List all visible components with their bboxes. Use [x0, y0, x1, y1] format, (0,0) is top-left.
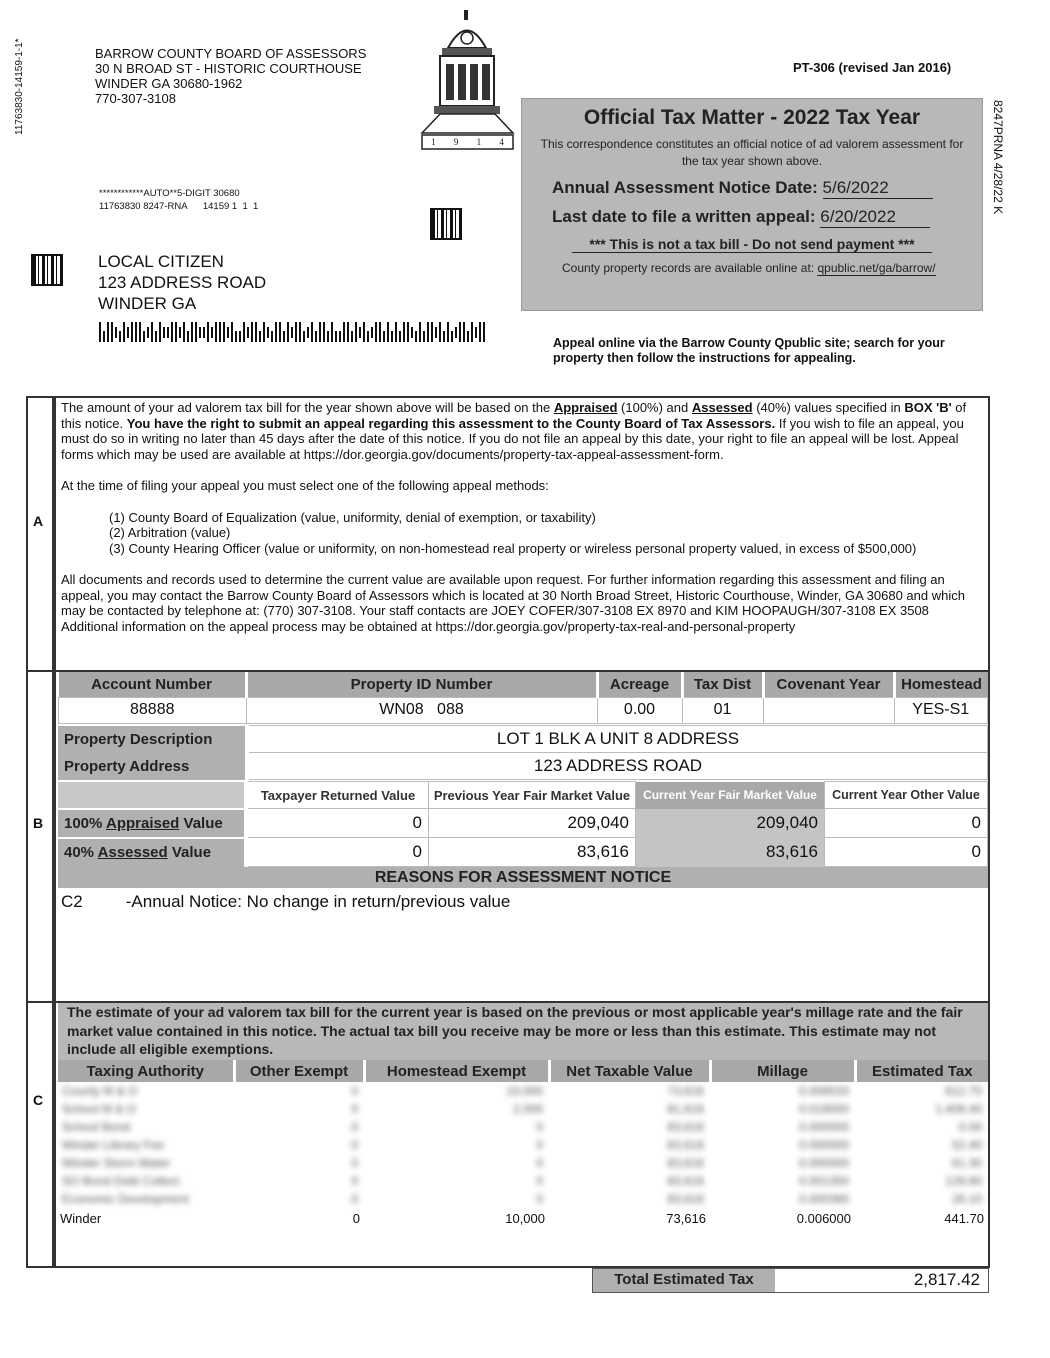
appeal-methods-list [109, 510, 985, 557]
table-cell: 1,409.40 [935, 1102, 982, 1116]
property-description: LOT 1 BLK A UNIT 8 ADDRESS [247, 726, 988, 753]
appeal-method: (1) County Board of Equalization (value, uniformity, denial of exemption, or taxability) [109, 509, 596, 525]
mail-code-line-2: 11763830 8247-RNA 14159 1 1 1 [99, 201, 259, 212]
table-cell: 0.018000 [798, 1102, 849, 1116]
records-label: County property records are available online at: [562, 261, 815, 275]
homestead: YES-S1 [894, 697, 988, 723]
value-col-header: Previous Year Fair Market Value [429, 782, 636, 809]
value-col-header: Current Year Fair Market Value [636, 782, 825, 809]
table-cell: 0.000380 [798, 1192, 849, 1206]
mail-code-line-1: ************AUTO**5-DIGIT 30680 [99, 188, 240, 199]
table-cell: 83,616 [667, 1192, 704, 1206]
appeal-method: (2) Arbitration (value) [109, 525, 231, 540]
net-taxable-value: 73,616 [666, 1210, 706, 1226]
table-cell: 0 [351, 1084, 358, 1098]
reason-text: -Annual Notice: No change in return/previous value [125, 892, 511, 911]
assessor-line-4: 770-307-3108 [95, 91, 176, 106]
col-header: Net Taxable Value [549, 1060, 710, 1082]
col-header: Homestead [894, 672, 988, 697]
courthouse-icon [420, 8, 515, 153]
covenant-year [763, 697, 894, 723]
assessed-previous-value: 83,616 [429, 838, 636, 867]
table-cell: 0.00 [958, 1120, 982, 1134]
table-cell: School Bond [62, 1120, 131, 1134]
table-cell: 0 [351, 1120, 358, 1134]
reason-code: C2 [61, 892, 83, 911]
table-row [58, 1154, 988, 1172]
acreage: 0.00 [597, 697, 682, 723]
estimate-intro: The estimate of your ad valorem tax bill for the current year is based on the previous or most applicable year's millage rate and the fair market value contained in this notice. The actual tax bill you receive may be more or less than this estimate. This estimate may not include all eligible exemptions. [58, 1003, 988, 1061]
postal-barcode [99, 322, 485, 342]
property-address: 123 ADDRESS ROAD [247, 753, 988, 780]
section-a-paragraph-3: All documents and records used to determine the current value are available upon request. For further information regarding this assessment and filing an appeal, you may contact the Barrow County Board of Assessors which is located at 30 North Broad Street, Historic Courthouse, Winder, GA 30680 and which may be contacted by telephone at: (770) 307-3108. Your staff contacts are JOEY COFER/307-3108 EX 8970 and KIM HOOPAUGH/307-3108 EX 3508 [61, 572, 965, 618]
estimated-tax: 441.70 [944, 1210, 984, 1226]
table-cell: 73,616 [667, 1084, 704, 1098]
other-exempt: 0 [352, 1210, 360, 1226]
table-cell: 0 [536, 1174, 543, 1188]
table-cell: 0 [351, 1102, 358, 1116]
not-a-bill-notice: *** This is not a tax bill - Do not send payment *** [572, 236, 932, 253]
table-cell: 0 [351, 1192, 358, 1206]
section-a-letter: A [33, 513, 44, 529]
millage: 0.006000 [796, 1210, 851, 1226]
table-row [58, 1136, 988, 1154]
form-id: PT-306 (revised Jan 2016) [793, 60, 952, 75]
assessor-line-3: WINDER GA 30680-1962 [95, 76, 243, 91]
section-a-paragraph-1: The amount of your ad valorem tax bill for the year shown above will be based on the Appraised (100%) and Assessed (40%) values specified in BOX 'B' of this notice. You have the right to submit an appeal regarding this assessment to the County Board of Tax Assessors. If you wish to file an appeal, you must do so in writing no later than 45 days after the date of this notice. If you do not file an appeal by this date, your right to file an appeal will be lost. Appeal forms which may be used are available at https://dor.georgia.gov/documents/property-tax-appeal-assessment-form. [61, 400, 967, 462]
table-cell: 0 [351, 1138, 358, 1152]
tax-dist: 01 [682, 697, 763, 723]
table-cell: 612.70 [945, 1084, 982, 1098]
tax-year: 2022 Tax Year [783, 106, 921, 129]
table-row [58, 1172, 988, 1190]
table-cell: County M & O [62, 1084, 138, 1098]
col-header: Account Number [59, 672, 247, 697]
recipient-address [98, 251, 266, 314]
appraised-taxpayer-value: 0 [246, 809, 429, 838]
value-col-header: Current Year Other Value [825, 782, 988, 809]
property-description-label: Property Description [58, 726, 247, 753]
notice-date: 5/6/2022 [823, 178, 933, 199]
col-header: Other Exempt [234, 1060, 364, 1082]
section-c-letter: C [33, 1092, 44, 1108]
col-header: Covenant Year [763, 672, 894, 697]
table-cell: 52.40 [951, 1138, 982, 1152]
appeal-method: (3) County Hearing Officer (value or uniformity, on non-homestead real property or wireless personal property valued, in excess of $500,000) [109, 540, 917, 556]
table-cell: 2,000 [512, 1102, 543, 1116]
recipient-name: LOCAL CITIZEN [98, 252, 224, 271]
table-row [58, 1100, 988, 1118]
table-cell: 0.000000 [798, 1156, 849, 1170]
right-side-code: 8247PRNA 4/28/22 K [991, 100, 1005, 215]
table-cell: 129.80 [945, 1174, 982, 1188]
notice-title: Official Tax Matter - [583, 106, 784, 129]
reasons-title: REASONS FOR ASSESSMENT NOTICE [58, 867, 988, 888]
table-cell: 81,616 [667, 1102, 704, 1116]
total-value: 2,817.42 [913, 1270, 980, 1289]
section-b-letter: B [33, 815, 44, 831]
table-row [58, 1082, 988, 1100]
values-corner [58, 782, 246, 809]
table-cell: 0.001350 [798, 1174, 849, 1188]
table-row [58, 1190, 988, 1208]
assessor-address [95, 46, 366, 106]
col-header: Estimated Tax [855, 1060, 988, 1082]
table-cell: 26.10 [951, 1192, 982, 1206]
property-id: WN08 088 [246, 697, 597, 723]
table-cell: 0 [536, 1156, 543, 1170]
property-id-table [58, 672, 988, 724]
appraised-value-label: 100% Appraised Value [58, 809, 246, 838]
table-row [58, 1118, 988, 1136]
section-a-paragraph-2: At the time of filing your appeal you must select one of the following appeal methods: [61, 478, 549, 493]
seal-year-digit: 4 [499, 137, 504, 147]
records-url[interactable]: qpublic.net/ga/barrow/ [817, 261, 936, 275]
table-cell: Winder Storm Water [62, 1156, 171, 1170]
qr-code [430, 208, 462, 240]
mail-codes [99, 187, 258, 213]
table-cell: 0 [536, 1192, 543, 1206]
section-a-paragraph-4: Additional information on the appeal process may be obtained at https://dor.georgia.gov/property-tax-real-and-personal-property [61, 618, 796, 634]
table-cell: 83,616 [667, 1138, 704, 1152]
appeal-date: 6/20/2022 [820, 207, 930, 228]
total-label: Total Estimated Tax [593, 1269, 775, 1292]
table-cell: 0 [536, 1138, 543, 1152]
recipient-city: WINDER GA [98, 294, 197, 313]
col-header: Acreage [597, 672, 682, 697]
property-address-label: Property Address [58, 753, 247, 780]
table-cell: 83,616 [667, 1156, 704, 1170]
assessor-line-2: 30 N BROAD ST - HISTORIC COURTHOUSE [95, 61, 362, 76]
assessor-line-1: BARROW COUNTY BOARD OF ASSESSORS [95, 46, 367, 61]
col-header: Homestead Exempt [364, 1060, 549, 1082]
assessed-other-value: 0 [825, 838, 988, 867]
recipient-street: 123 ADDRESS ROAD [98, 273, 267, 292]
notice-box [521, 98, 983, 311]
assessed-current-value: 83,616 [636, 838, 825, 867]
table-cell: 10,000 [506, 1084, 543, 1098]
courthouse-seal [420, 8, 515, 153]
appraised-previous-value: 209,040 [429, 809, 636, 838]
tax-estimate-table [58, 1060, 988, 1228]
authority-name: Winder [60, 1210, 102, 1226]
values-table [58, 781, 988, 867]
table-cell: 0.008533 [798, 1084, 849, 1098]
col-header: Tax Dist [682, 672, 763, 697]
table-cell: School M & O [62, 1102, 137, 1116]
table-cell: 0.000000 [798, 1120, 849, 1134]
col-header: Millage [710, 1060, 855, 1082]
table-cell: 83,616 [667, 1120, 704, 1134]
table-cell: 0 [351, 1156, 358, 1170]
account-number: 88888 [59, 697, 247, 723]
table-cell: Economic Development [62, 1192, 189, 1206]
qr-code [31, 254, 63, 286]
assessed-taxpayer-value: 0 [246, 838, 429, 867]
appeal-date-label: Last date to file a written appeal: [552, 207, 816, 226]
seal-year-digit: 9 [453, 137, 459, 147]
appraised-other-value: 0 [825, 809, 988, 838]
table-cell: 0.000000 [798, 1138, 849, 1152]
total-estimated-tax-box [592, 1268, 989, 1293]
appraised-current-value: 209,040 [636, 809, 825, 838]
assessed-value-label: 40% Assessed Value [58, 838, 246, 867]
table-cell: 83,616 [667, 1174, 704, 1188]
table-cell: SO Bond Debt Collect [62, 1174, 180, 1188]
left-side-code: 11763830-14159-1-1* [14, 38, 25, 135]
table-cell: 0 [536, 1120, 543, 1134]
table-cell: 0 [351, 1174, 358, 1188]
appeal-online-text: Appeal online via the Barrow County Qpublic site; search for your property then follow the instructions for appealing. [553, 336, 945, 365]
notice-date-label: Annual Assessment Notice Date: [552, 178, 818, 197]
col-header: Property ID Number [246, 672, 597, 697]
property-info-table [58, 725, 988, 780]
section-a-content [61, 400, 985, 634]
seal-year-digit: 1 [476, 137, 482, 147]
table-cell: Winder Library Fee [62, 1138, 165, 1152]
table-cell: 61.30 [951, 1156, 982, 1170]
value-col-header: Taxpayer Returned Value [246, 782, 429, 809]
notice-subtitle: This correspondence constitutes an official notice of ad valorem assessment for the tax year shown above. [540, 137, 964, 168]
seal-year-digit: 1 [431, 137, 436, 147]
col-header: Taxing Authority [58, 1060, 234, 1082]
reason-entry [61, 892, 510, 912]
homestead-exempt: 10,000 [505, 1210, 545, 1226]
